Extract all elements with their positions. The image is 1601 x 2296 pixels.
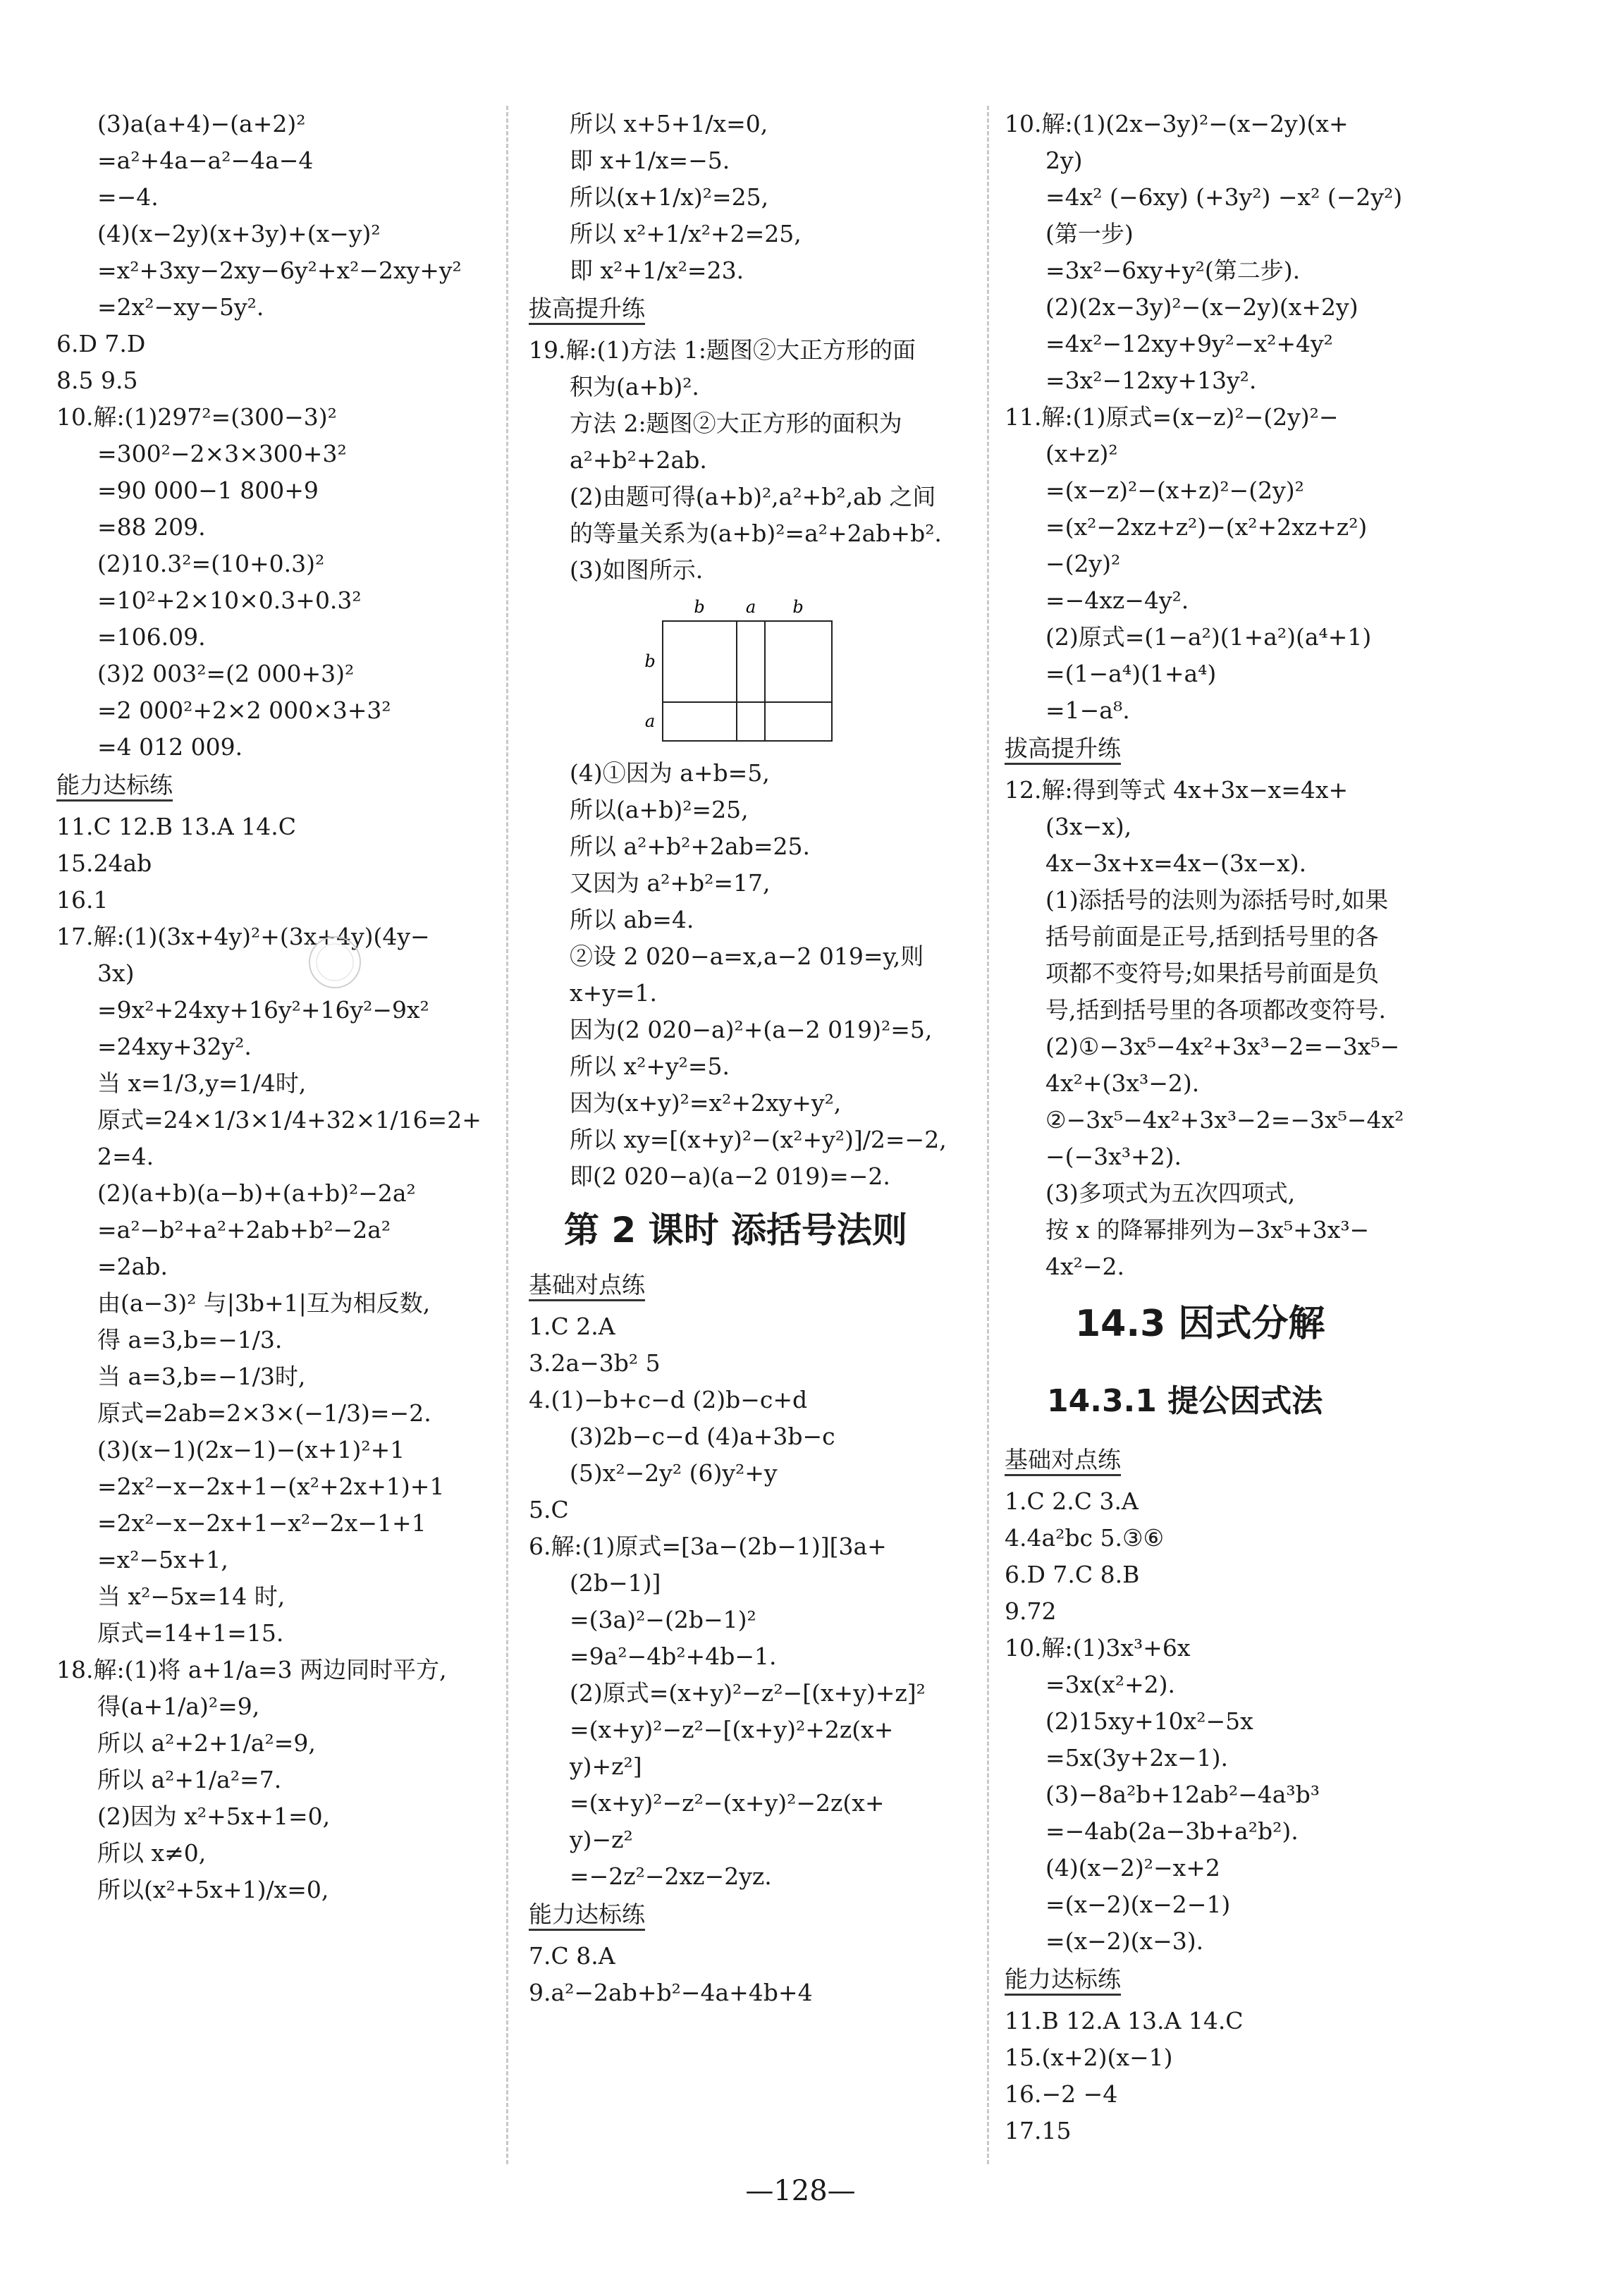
text-line: 所以(x+1/x)²=25, [570,183,769,211]
text-line: (4)(x−2y)(x+3y)+(x−y)² [97,220,381,247]
text-line: =2x²−x−2x+1−(x²+2x+1)+1 [97,1473,445,1500]
text-line: =106.09. [97,623,206,651]
text-line: 原式=2ab=2×3×(−1/3)=−2. [97,1399,431,1427]
text-line: =a²+4a−a²−4a−4 [97,147,314,174]
text-line: 9.72 [1005,1597,1057,1625]
section-heading-label: 能力达标练 [56,771,173,802]
chapter-heading: 第 2 课时 添括号法则 [564,1210,908,1251]
text-line: =3x(x²+2). [1045,1671,1175,1698]
text-line: =3x²−12xy+13y². [1045,367,1257,394]
text-line: 按 x 的降幂排列为−3x⁵+3x³− [1045,1216,1370,1244]
text-line: 号,括到括号里的各项都改变符号. [1045,996,1386,1024]
text-line: 所以 xy=[(x+y)²−(x²+y²)]/2=−2, [570,1126,947,1153]
text-line: 2=4. [97,1143,154,1170]
text-line: =−4. [97,183,159,211]
figure-grid [634,593,846,748]
text-line: (3)如图所示. [570,556,704,584]
text-line: 即 x+1/x=−5. [570,147,730,174]
middle-part-b [529,755,980,2011]
text-line: 7.C 8.A [529,1942,615,1970]
text-line: 8.5 9.5 [56,367,138,394]
section-heading-label: 基础对点练 [1005,1446,1121,1476]
text-line: =(3a)²−(2b−1)² [570,1606,756,1633]
section-heading-label: 基础对点练 [529,1271,645,1301]
text-line: 又因为 a²+b²=17, [570,869,771,897]
text-line: 2y) [1045,147,1083,174]
figure-label-side-2: a [644,711,656,731]
section-heading-label: 拔高提升练 [529,295,645,325]
text-line: (3)2b−c−d (4)a+3b−c [570,1423,835,1450]
middle-part-a [529,106,980,589]
text-line: 5.C [529,1496,569,1523]
text-line: =90 000−1 800+9 [97,477,319,504]
text-line: −(2y)² [1045,550,1121,577]
text-line: x+y=1. [570,979,658,1007]
text-line: 所以 x+5+1/x=0, [570,110,768,137]
text-line: 因为(x+y)²=x²+2xy+y², [570,1089,842,1117]
chapter-heading: 14.3 因式分解 [1075,1303,1325,1345]
text-line: 3x) [97,959,135,987]
text-line: =3x²−6xy+y²(第二步). [1045,257,1301,284]
text-line: 4x²−2. [1045,1253,1124,1280]
text-line: =300²−2×3×300+3² [97,440,347,467]
text-line: 1.C 2.A [529,1313,615,1340]
section-heading-label: 能力达标练 [1005,1965,1121,1996]
text-line: 4x²+(3x³−2). [1045,1069,1200,1097]
text-line: (2)(a+b)(a−b)+(a+b)²−2a² [97,1179,416,1207]
text-line: y)−z² [570,1826,633,1853]
text-line: 6.解:(1)原式=[3a−(2b−1)][3a+ [529,1533,887,1560]
column-divider-1 [506,106,508,2164]
text-line: 所以 ab=4. [570,906,694,933]
text-line: 原式=24×1/3×1/4+32×1/16=2+ [97,1106,481,1134]
figure-label-top-1: b [694,597,705,617]
text-line: =2x²−xy−5y². [97,293,264,321]
text-line: =4x²−12xy+9y²−x²+4y² [1045,330,1333,357]
text-line: 10.解:(1)297²=(300−3)² [56,403,337,431]
text-line: (3)2 003²=(2 000+3)² [97,660,355,687]
watermark-stamp-icon [303,931,367,994]
text-line: =(x+y)²−z²−[(x+y)²+2z(x+ [570,1716,894,1743]
text-line: 11.B 12.A 13.A 14.C [1005,2007,1244,2034]
text-line: =4x² (−6xy) (+3y²) −x² (−2y²) [1045,183,1403,211]
text-line: =(1−a⁴)(1+a⁴) [1045,660,1217,687]
column-left [56,106,486,1908]
text-line: =(x²−2xz+z²)−(x²+2xz+z²) [1045,513,1368,541]
text-line: 11.C 12.B 13.A 14.C [56,813,296,840]
square-figure [634,593,846,748]
page-number: —128— [745,2175,856,2207]
text-line: 积为(a+b)². [570,373,699,400]
text-line: (4)(x−2)²−x+2 [1045,1854,1220,1881]
text-line: =9a²−4b²+4b−1. [570,1643,777,1670]
text-line: (2)①−3x⁵−4x²+3x³−2=−3x⁵− [1045,1033,1400,1060]
chapter-heading: 14.3.1 提公因式法 [1047,1383,1323,1419]
text-line: y)+z²] [570,1752,642,1780]
text-line: =(x−2)(x−3). [1045,1927,1204,1955]
text-line: (x+z)² [1045,440,1118,467]
column-right [1005,106,1442,2149]
section-heading [529,289,980,332]
figure-label-top-3: b [792,597,804,617]
text-line: 15.24ab [56,849,152,877]
text-line: 方法 2:题图②大正方形的面积为 [570,410,902,437]
text-line: ②−3x⁵−4x²+3x³−2=−3x⁵−4x² [1045,1106,1404,1134]
section-heading [56,766,486,809]
section-heading [1005,729,1442,772]
text-line: 15.(x+2)(x−1) [1005,2044,1173,2071]
text-line: 10.解:(1)3x³+6x [1005,1634,1191,1662]
text-line: 即 x²+1/x²=23. [570,257,744,284]
figure-label-side-1: b [644,651,656,671]
text-line: 即(2 020−a)(a−2 019)=−2. [570,1162,890,1190]
text-line: 所以 x²+y²=5. [570,1052,730,1080]
section-heading [1005,1960,1442,2003]
text-line: 所以 x²+1/x²+2=25, [570,220,802,247]
text-line: =9x²+24xy+16y²+16y²−9x² [97,996,429,1024]
text-line: =−4ab(2a−3b+a²b²). [1045,1817,1299,1845]
text-line: (3)(x−1)(2x−1)−(x+1)²+1 [97,1436,405,1463]
text-line: (2)原式=(1−a²)(1+a²)(a⁴+1) [1045,623,1372,651]
text-line: =4 012 009. [97,733,243,761]
text-line: =(x−2)(x−2−1) [1045,1891,1231,1918]
text-line: −(−3x³+2). [1045,1143,1182,1170]
text-line: ②设 2 020−a=x,a−2 019=y,则 [570,943,924,970]
text-line: 当 x=1/3,y=1/4时, [97,1069,307,1097]
text-line: 16.1 [56,886,109,914]
text-line: =−2z²−2xz−2yz. [570,1862,772,1890]
section-heading-label: 拔高提升练 [1005,735,1121,765]
text-line: =24xy+32y². [97,1033,252,1060]
section-heading [529,1895,980,1938]
text-line: =(x+y)²−z²−(x+y)²−2z(x+ [570,1789,885,1817]
column-middle [529,106,980,2011]
text-line: =a²−b²+a²+2ab+b²−2a² [97,1216,391,1244]
text-line: 9.a²−2ab+b²−4a+4b+4 [529,1979,813,2006]
text-line: (4)①因为 a+b=5, [570,759,770,787]
text-line: 所以(a+b)²=25, [570,796,749,823]
text-line: 12.解:得到等式 4x+3x−x=4x+ [1005,776,1349,804]
text-line: 6.D 7.D [56,330,146,357]
text-line: 17.解:(1)(3x+4y)²+(3x+4y)(4y− [56,923,430,950]
text-line: 3.2a−3b² 5 [529,1349,661,1377]
text-line: 6.D 7.C 8.B [1005,1561,1140,1588]
text-line: 项都不变符号;如果括号前面是负 [1045,959,1380,987]
figure-label-top-2: a [745,597,756,617]
text-line: =−4xz−4y². [1045,587,1189,614]
text-line: (3)a(a+4)−(a+2)² [97,110,306,137]
text-line: 4.4a²bc 5.③⑥ [1005,1524,1165,1552]
text-line: 当 a=3,b=−1/3时, [97,1363,306,1390]
text-line: 所以 a²+1/a²=7. [97,1766,282,1793]
text-line: (3)多项式为五次四项式, [1045,1179,1296,1207]
text-line: a²+b²+2ab. [570,446,707,474]
text-line: 因为(2 020−a)²+(a−2 019)²=5, [570,1016,933,1043]
text-line: (第一步) [1045,220,1134,247]
text-line: 4.(1)−b+c−d (2)b−c+d [529,1386,808,1413]
text-line: 17.15 [1005,2117,1072,2144]
text-line: 所以 a²+b²+2ab=25. [570,833,810,860]
text-line: =x²−5x+1, [97,1546,228,1573]
text-line: 原式=14+1=15. [97,1619,284,1647]
text-line: =1−a⁸. [1045,696,1130,724]
text-line: 括号前面是正号,括到括号里的各 [1045,923,1379,950]
text-line: 所以 a²+2+1/a²=9, [97,1729,316,1757]
text-line: 19.解:(1)方法 1:题图②大正方形的面 [529,336,916,364]
text-line: (2)10.3²=(10+0.3)² [97,550,325,577]
column-divider-2 [987,106,989,2164]
text-line: 10.解:(1)(2x−3y)²−(x−2y)(x+ [1005,110,1349,137]
text-line: (2)因为 x²+5x+1=0, [97,1803,331,1830]
text-line: =5x(3y+2x−1). [1045,1744,1229,1772]
text-line: =x²+3xy−2xy−6y²+x²−2xy+y² [97,257,462,284]
text-line: (5)x²−2y² (6)y²+y [570,1459,778,1487]
text-line: 得(a+1/a)²=9, [97,1693,260,1720]
text-line: =88 209. [97,513,206,541]
text-line: (2b−1)] [570,1569,661,1597]
text-line: (2)(2x−3y)²−(x−2y)(x+2y) [1045,293,1358,321]
text-line: =(x−z)²−(x+z)²−(2y)² [1045,477,1304,504]
section-heading [1005,1440,1442,1483]
text-line: (2)原式=(x+y)²−z²−[(x+y)+z]² [570,1679,926,1707]
text-line: 18.解:(1)将 a+1/a=3 两边同时平方, [56,1656,447,1683]
text-line: 4x−3x+x=4x−(3x−x). [1045,849,1307,877]
section-heading-label: 能力达标练 [529,1901,645,1931]
text-line: =2ab. [97,1253,168,1280]
text-line: 由(a−3)² 与|3b+1|互为相反数, [97,1289,431,1317]
section-heading [529,1265,980,1308]
text-line: 11.解:(1)原式=(x−z)²−(2y)²− [1005,403,1339,431]
text-line: =2x²−x−2x+1−x²−2x−1+1 [97,1509,427,1537]
text-line: (3)−8a²b+12ab²−4a³b³ [1045,1781,1320,1808]
text-line: 得 a=3,b=−1/3. [97,1326,283,1353]
text-line: 16.−2 −4 [1005,2080,1118,2108]
text-line: 所以(x²+5x+1)/x=0, [97,1876,329,1903]
text-line: 1.C 2.C 3.A [1005,1487,1139,1515]
text-line: (2)由题可得(a+b)²,a²+b²,ab 之间 [570,483,936,510]
text-line: =10²+2×10×0.3+0.3² [97,587,362,614]
text-line: (2)15xy+10x²−5x [1045,1707,1253,1735]
text-line: 的等量关系为(a+b)²=a²+2ab+b². [570,520,942,547]
text-line: 所以 x≠0, [97,1839,207,1867]
text-line: (3x−x), [1045,813,1132,840]
text-line: =2 000²+2×2 000×3+3² [97,696,391,724]
text-line: 当 x²−5x=14 时, [97,1583,286,1610]
text-line: (1)添括号的法则为添括号时,如果 [1045,886,1389,914]
